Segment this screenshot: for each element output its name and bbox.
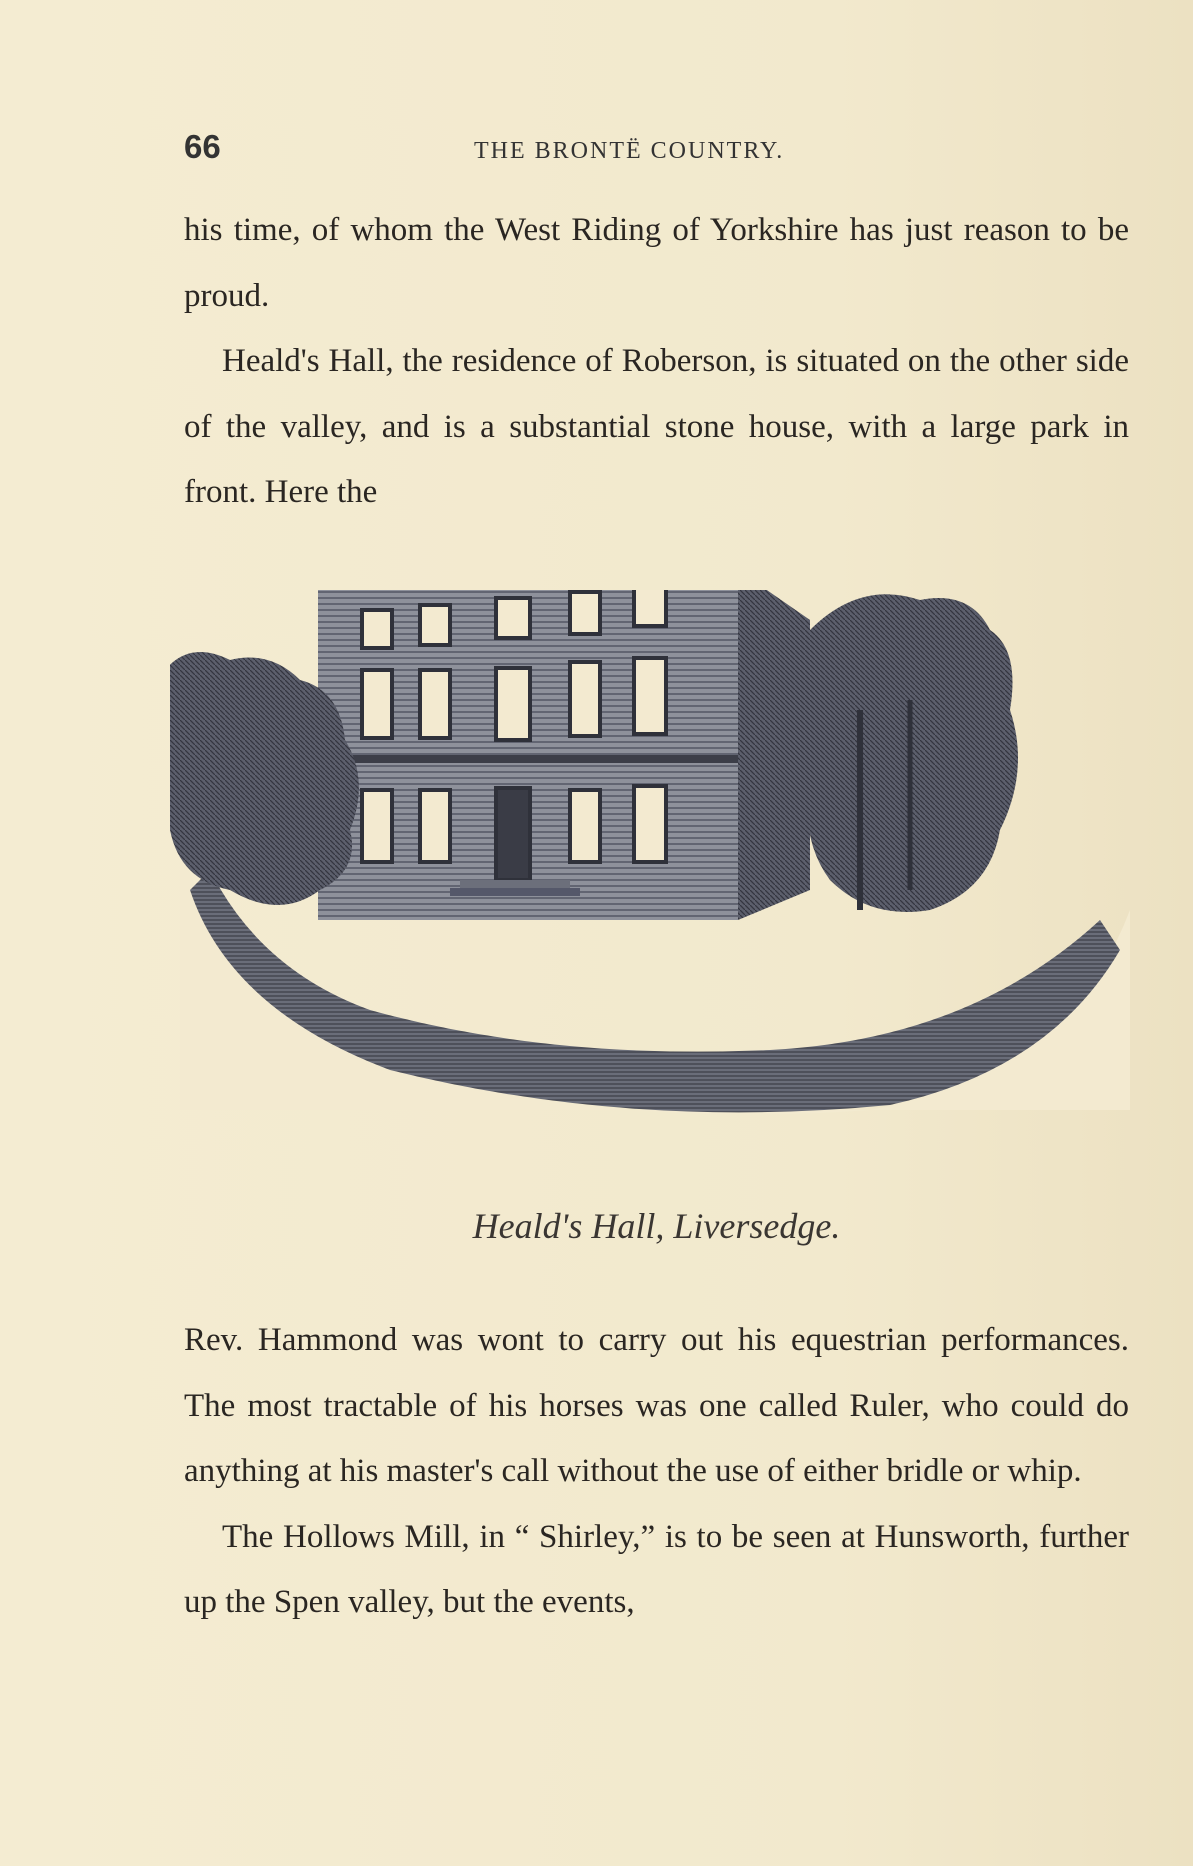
- running-head: [184, 128, 1128, 178]
- paragraph: Rev. Hammond was wont to carry out his equestrian performances. The most tractable of his horses was one called Ruler, who could do anything at his master's call without the use of either bridle or whip.: [184, 1322, 1129, 1489]
- paragraph: The Hollows Mill, in “ Shirley,” is to be seen at Hunsworth, further up the Spen valley, but the events,: [184, 1518, 1129, 1620]
- text-block-top: [184, 198, 1129, 526]
- paragraph: his time, of whom the West Riding of Yorkshire has just reason to be proud.: [184, 212, 1129, 314]
- running-title: THE BRONTË COUNTRY.: [474, 138, 785, 164]
- text-block-bottom: [184, 1308, 1129, 1636]
- figure-caption: Heald's Hall, Liversedge.: [472, 1206, 841, 1246]
- engraving-heald-hall: [170, 590, 1140, 1130]
- page-number: 66: [184, 128, 221, 165]
- paragraph: Heald's Hall, the residence of Roberson, is situated on the other side of the valley, and is a substantial stone house, with a large park in front. Here the: [184, 343, 1129, 510]
